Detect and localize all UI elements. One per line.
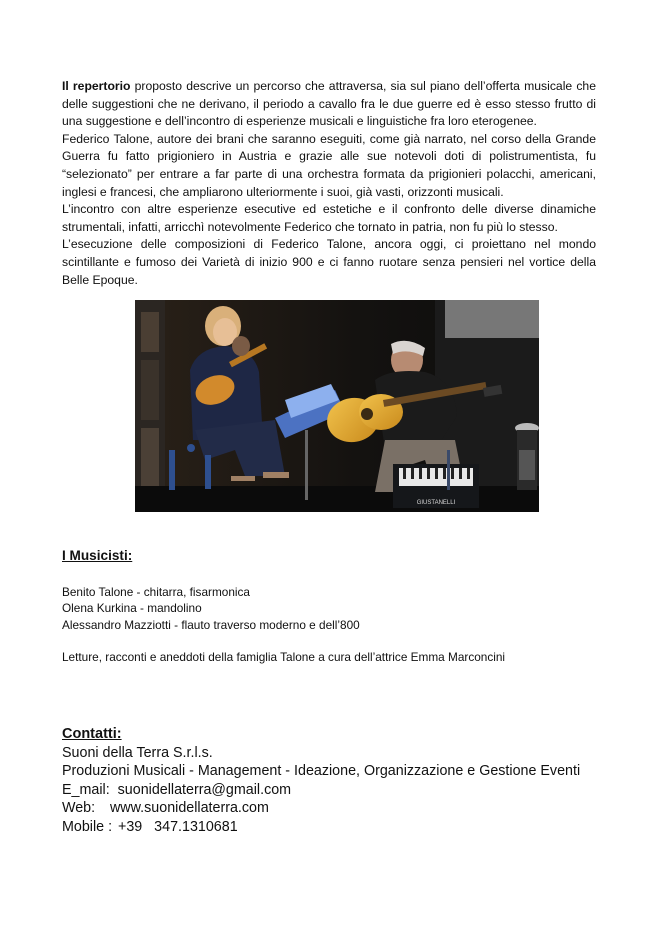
web-label: Web: [62, 800, 96, 817]
repertoire-paragraph-1 [62, 78, 596, 131]
musician-item: Alessandro Mazziotti - flauto traverso moderno e dell’800 [62, 617, 360, 632]
repertoire-paragraph-3: L’incontro con altre esperienze esecutive ed estetiche e il confronto delle diverse dinamiche strumentali, infatti, arricchì notevolmente Federico che tornato in patria, non fu più lo stesso. [62, 202, 596, 234]
company-name: Suoni della Terra S.r.l.s. [62, 745, 213, 761]
readings-note: Letture, racconti e aneddoti della famiglia Talone a cura dell’attrice Emma Marconcini [62, 650, 506, 664]
musicians-heading: I Musicisti: [62, 548, 133, 563]
accordion [393, 464, 479, 508]
mobile-label: Mobile : [62, 818, 113, 835]
email-label: E_mail: [62, 781, 110, 798]
musicians-list [62, 584, 360, 633]
repertoire-section [62, 78, 596, 289]
drum-kit [515, 423, 539, 490]
email-line [62, 781, 580, 799]
mobile-line [62, 818, 580, 836]
web-link[interactable]: www.suonidellaterra.com [109, 800, 269, 817]
repertoire-paragraph-4: L’esecuzione delle composizioni di Federico Talone, ancora oggi, ci proiettano nel mondo scintillante e fumoso dei Varietà di inizio 900 e ci fanno ruotare senza pensieri nel vortice della Belle Epoque. [62, 237, 596, 287]
repertoire-paragraph-1-text: proposto descrive un percorso che attraversa, sia sul piano dell’offerta musicale che delle suggestioni che ne derivano, il periodo a cavallo fra le due guerre ed è esso stesso frutto di una suggestione e dell’incontro di esperienze musicali e linguistiche fra loro eterogenee. [62, 79, 596, 129]
musician-item: Benito Talone - chitarra, fisarmonica [62, 585, 250, 599]
company-services: Produzioni Musicali - Management - Ideazione, Organizzazione e Gestione Eventi [62, 763, 581, 780]
contacts-block [62, 744, 580, 836]
concert-photo [135, 300, 539, 512]
repertoire-keyword: Il repertorio [62, 79, 131, 93]
concert-photo-illustration [135, 300, 539, 512]
mobile-number[interactable]: 347.1310681 [154, 818, 238, 835]
contacts-heading: Contatti: [62, 726, 122, 742]
mobile-prefix: +39 [117, 818, 143, 835]
email-link[interactable]: suonidellaterra@gmail.com [117, 781, 292, 798]
web-line [62, 799, 580, 817]
musician-item: Olena Kurkina - mandolino [62, 601, 202, 616]
accordion-brand-label: GIUSTANELLI [416, 500, 456, 506]
repertoire-paragraph-2: Federico Talone, autore dei brani che saranno eseguiti, come già narrato, nel corso della Grande Guerra fu fatto prigioniero in Austria e grazie alle sue notevoli doti di polistrumentista, fu “selezionato” per entrare a far parte di una orchestra formata da prigionieri polacchi, americani, inglesi e francesi, che ampliarono ulteriormente i suoi, già vasti, orizzonti musicali. [62, 131, 596, 199]
